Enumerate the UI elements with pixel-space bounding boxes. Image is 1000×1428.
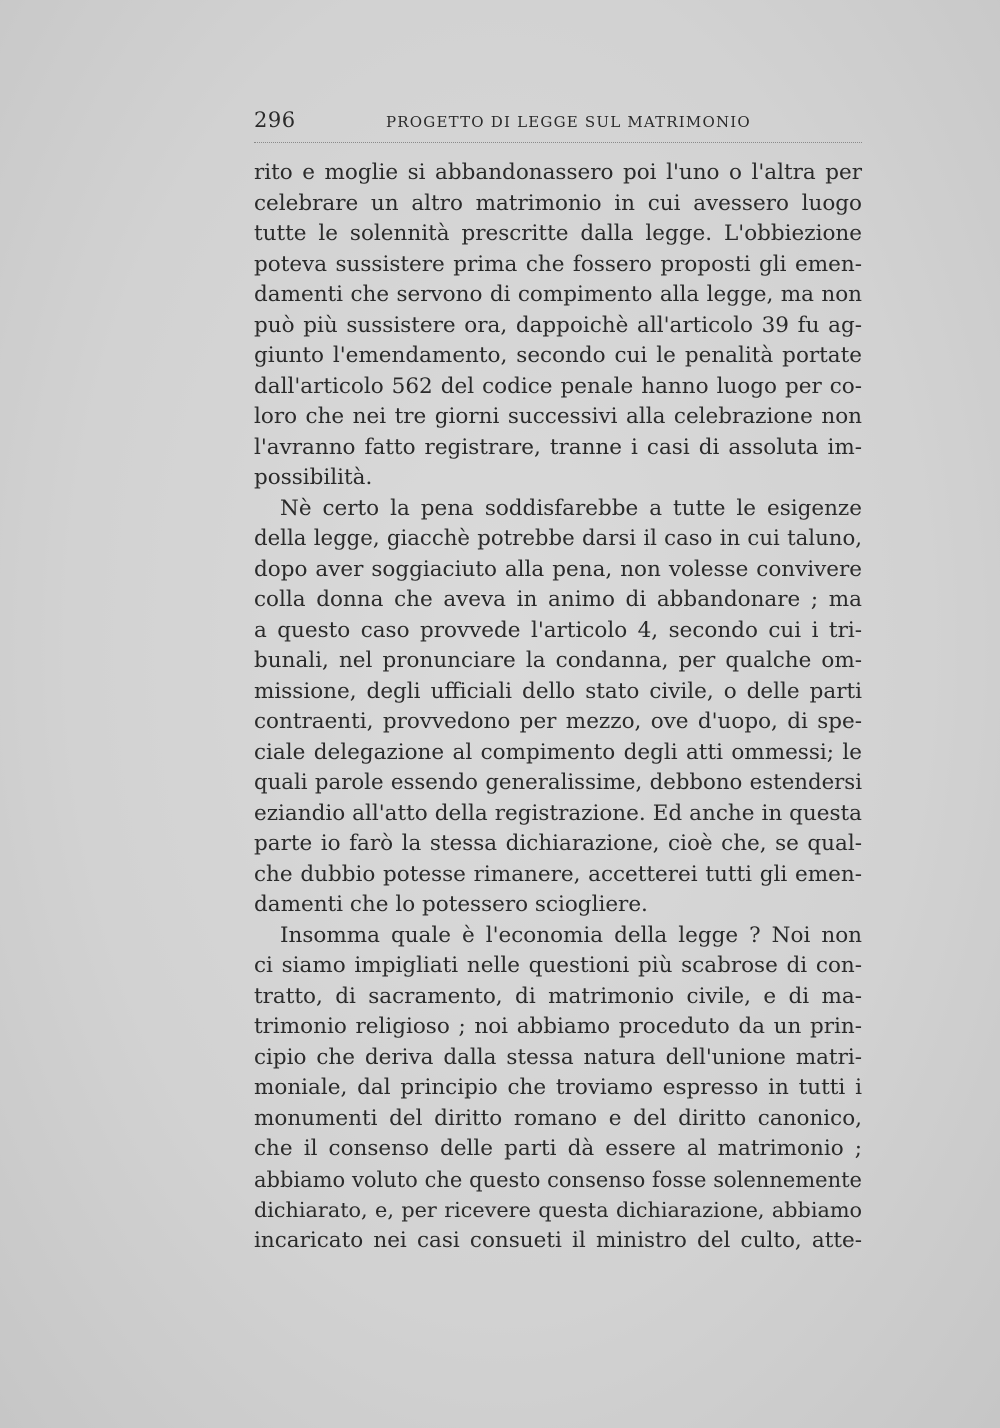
text-line: abbiamo voluto che questo consenso fosse solennemente: [254, 1167, 862, 1192]
page-header: [254, 108, 862, 143]
body-text: [254, 158, 862, 1256]
text-line: dall'articolo 562 del codice penale hanno luogo per co-: [254, 373, 862, 399]
paragraph-end-line: possibilità.: [254, 465, 373, 490]
text-line: tutte le solennità prescritte dalla legge. L'obbiezione: [254, 221, 862, 246]
text-line: a questo caso provvede l'articolo 4, secondo cui i tri-: [254, 617, 862, 643]
text-line: che dubbio potesse rimanere, accetterei tutti gli emen-: [254, 861, 862, 887]
text-line: può più sussistere ora, dappoichè all'articolo 39 fu ag-: [254, 312, 862, 338]
text-line: celebrare un altro matrimonio in cui avessero luogo: [254, 190, 862, 216]
text-line: incaricato nei casi consueti il ministro del culto, atte-: [254, 1227, 862, 1253]
running-title: PROGETTO DI LEGGE SUL MATRIMONIO: [386, 113, 751, 131]
text-line: che il consenso delle parti dà essere al matrimonio ;: [254, 1136, 862, 1161]
paragraph-end-line: damenti che lo potessero sciogliere.: [254, 892, 648, 917]
text-line: dopo aver soggiaciuto alla pena, non volesse convivere: [254, 556, 862, 582]
text-line: trimonio religioso ; noi abbiamo proceduto da un prin-: [254, 1014, 862, 1039]
text-line: eziandio all'atto della registrazione. Ed anche in questa: [254, 800, 862, 826]
text-line: l'avranno fatto registrare, tranne i casi di assoluta im-: [254, 434, 862, 460]
paragraph-start-line: Insomma quale è l'economia della legge ? Noi non: [280, 922, 862, 948]
text-line: poteva sussistere prima che fossero proposti gli emen-: [254, 251, 862, 277]
text-line: ci siamo impigliati nelle questioni più scabrose di con-: [254, 953, 862, 978]
text-line: rito e moglie si abbandonassero poi l'uno o l'altra per: [254, 160, 862, 185]
text-line: dichiarato, e, per ricevere questa dichiarazione, abbiamo: [254, 1198, 862, 1222]
page-number: 296: [254, 108, 296, 132]
text-line: colla donna che aveva in animo di abbandonare ; ma: [254, 587, 862, 612]
text-line: missione, degli ufficiali dello stato civile, o delle parti: [254, 678, 862, 704]
text-line: contraenti, provvedono per mezzo, ove d'uopo, di spe-: [254, 709, 862, 734]
text-line: quali parole essendo generalissime, debbono estendersi: [254, 770, 862, 795]
text-line: ciale delegazione al compimento degli atti ommessi; le: [254, 739, 862, 765]
text-line: loro che nei tre giorni successivi alla celebrazione non: [254, 404, 862, 429]
paragraph-start-line: Nè certo la pena soddisfarebbe a tutte le esigenze: [280, 495, 862, 521]
text-line: parte io farò la stessa dichiarazione, cioè che, se qual-: [254, 831, 862, 856]
text-line: bunali, nel pronunciare la condanna, per qualche om-: [254, 648, 862, 673]
text-line: cipio che deriva dalla stessa natura dell'unione matri-: [254, 1044, 862, 1070]
text-line: moniale, dal principio che troviamo espresso in tutti i: [254, 1075, 862, 1100]
text-line: monumenti del diritto romano e del diritto canonico,: [254, 1105, 862, 1131]
text-line: giunto l'emendamento, secondo cui le penalità portate: [254, 343, 862, 368]
text-line: della legge, giacchè potrebbe darsi il caso in cui taluno,: [254, 526, 862, 551]
text-line: tratto, di sacramento, di matrimonio civile, e di ma-: [254, 983, 862, 1009]
text-line: damenti che servono di compimento alla legge, ma non: [254, 282, 862, 307]
